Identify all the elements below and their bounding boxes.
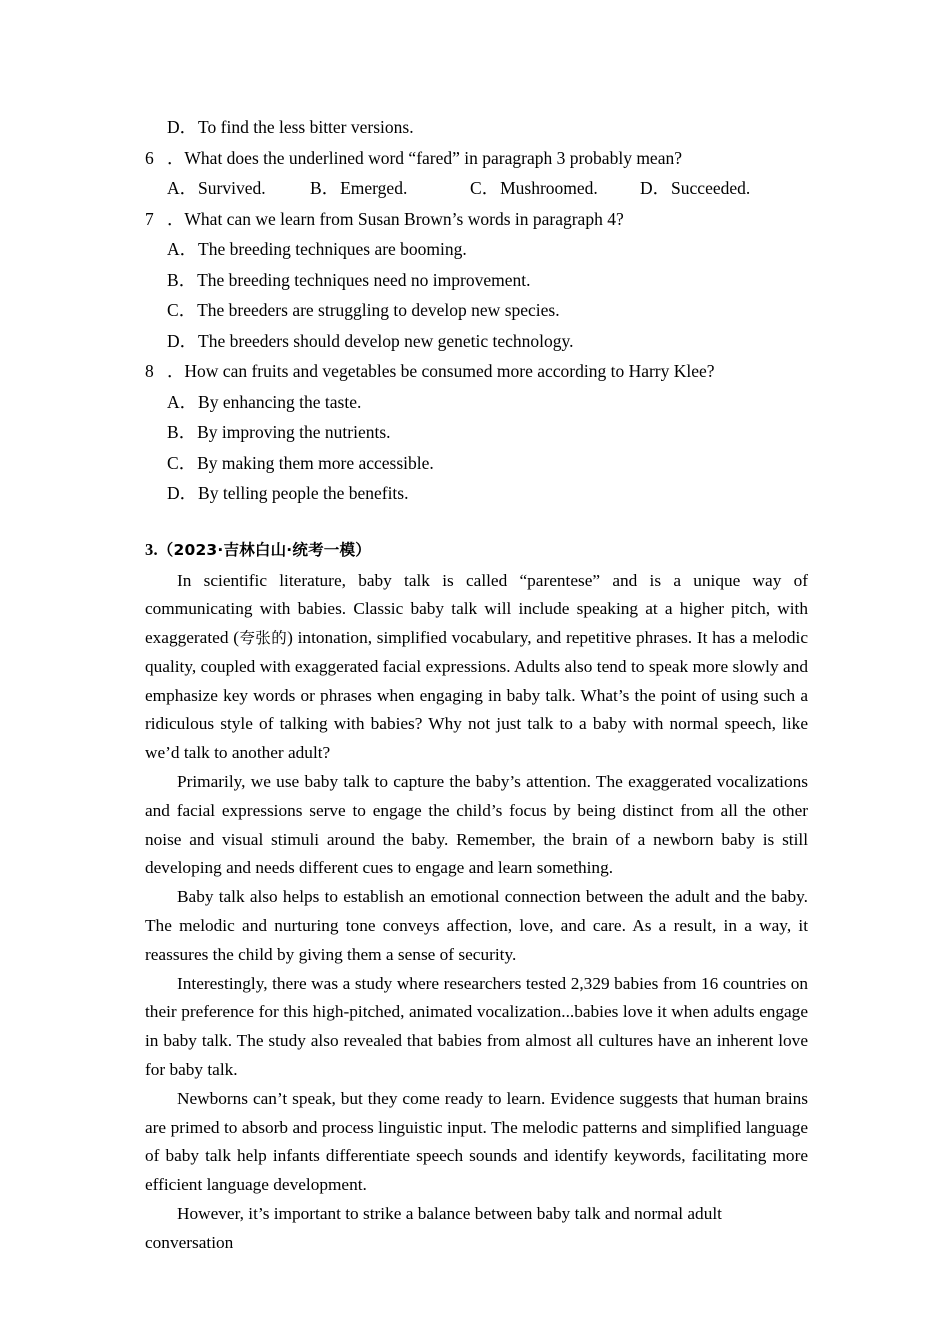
option-separator: ． — [179, 178, 196, 198]
option-text: The breeding techniques are booming. — [198, 239, 467, 259]
option-6-a — [167, 173, 310, 204]
question-prompt-7 — [145, 204, 808, 235]
option-text: By making them more accessible. — [197, 452, 434, 473]
question-number-6: 6 — [145, 147, 154, 168]
question-separator: ． — [167, 361, 183, 381]
option-text: Survived. — [198, 178, 266, 198]
option-separator: ． — [321, 178, 338, 198]
option-separator: ． — [178, 452, 195, 473]
section-number: 3. — [145, 539, 158, 559]
option-row-6 — [145, 173, 808, 204]
option-text: Succeeded. — [671, 178, 751, 198]
option-separator: ． — [652, 178, 669, 198]
question-prompt-8 — [145, 356, 808, 387]
question-prompt-6 — [145, 143, 808, 174]
question-text-6: What does the underlined word “fared” in paragraph 3 probably mean? — [184, 147, 682, 168]
page-content — [145, 112, 808, 1258]
passage-paragraph-5: Newborns can’t speak, but they come ready to learn. Evidence suggests that human brains are primed to absorb and process linguistic input. The melodic patterns and simplified language of baby talk help infants differentiate speech sounds and identify keywords, facilitating more efficient language development. — [145, 1088, 808, 1195]
option-8-d — [145, 478, 808, 509]
option-6-d — [640, 173, 750, 204]
option-letter: A — [167, 391, 180, 412]
option-7-c — [145, 295, 808, 326]
option-letter: D — [167, 483, 180, 503]
option-8-a — [145, 387, 808, 418]
option-6-b — [310, 173, 470, 204]
section-source: （2023·吉林白山·统考一模） — [157, 540, 371, 559]
option-separator: ． — [179, 483, 196, 503]
option-letter: A — [167, 239, 180, 259]
option-letter: A — [167, 178, 180, 198]
question-separator: ． — [167, 208, 183, 229]
option-text: By improving the nutrients. — [197, 422, 391, 442]
passage-paragraph-6: However, it’s important to strike a balance between baby talk and normal adult conversation — [145, 1204, 722, 1252]
question-separator: ． — [167, 147, 183, 168]
option-separator: ． — [179, 117, 196, 137]
option-letter: B — [167, 269, 179, 290]
option-separator: ． — [179, 239, 196, 259]
option-text: Emerged. — [340, 178, 408, 198]
option-letter: C — [470, 178, 482, 198]
option-letter: D — [640, 178, 653, 198]
passage-paragraph-4: Interestingly, there was a study where researchers tested 2,329 babies from 16 countries on their preference for this high-pitched, animated vocalization...babies love it when adults engage in baby talk. The study also revealed that babies from almost all cultures have an inherent love for baby talk. — [145, 973, 808, 1080]
option-7-d — [145, 326, 808, 357]
option-letter: D — [167, 117, 180, 137]
passage-paragraph-1 — [145, 567, 808, 769]
option-separator: ． — [178, 269, 195, 290]
question-text-8: How can fruits and vegetables be consumed more according to Harry Klee? — [184, 361, 715, 381]
question-number-7: 7 — [145, 208, 154, 229]
option-text: The breeders should develop new genetic technology. — [198, 330, 574, 351]
option-letter: C — [167, 452, 179, 473]
option-6-c — [470, 173, 640, 204]
passage-paragraph-3: Baby talk also helps to establish an emotional connection between the adult and the baby. The melodic and nurturing tone conveys affection, love, and care. As a result, in a way, it reassures the child by giving them a sense of security. — [145, 887, 808, 964]
option-7-b — [145, 265, 808, 296]
option-separator: ． — [179, 391, 196, 412]
option-letter: B — [167, 422, 179, 442]
option-8-b — [145, 417, 808, 448]
question-text-7: What can we learn from Susan Brown’s words in paragraph 4? — [184, 208, 624, 229]
option-text: The breeders are struggling to develop new species. — [197, 300, 560, 320]
option-letter: C — [167, 300, 179, 320]
option-text: To find the less bitter versions. — [198, 117, 414, 137]
option-text: Mushroomed. — [500, 178, 598, 198]
question-number-8: 8 — [145, 361, 154, 381]
option-separator: ． — [179, 330, 196, 351]
option-letter: B — [310, 178, 322, 198]
section-heading — [145, 535, 808, 565]
option-text: By enhancing the taste. — [198, 391, 362, 412]
option-text: By telling people the benefits. — [198, 483, 409, 503]
paragraph-text-part-b: ) intonation, simplified vocabulary, and repetitive phrases. It has a melodic quality, coupled with exaggerated facial expressions. Adults also tend to speak more slowly and emphasize key words or phrases when engaging in baby talk. What’s the point of using such a ridiculous style of talking with babies? Why not just talk to a baby with normal speech, like we’d talk to another adult? — [145, 628, 808, 763]
passage-paragraph-2: Primarily, we use baby talk to capture the baby’s attention. The exaggerated vocalizations and facial expressions serve to engage the child’s focus by being distinct from all the other noise and visual stimuli around the baby. Remember, the brain of a newborn baby is still developing and needs different cues to engage and learn something. — [145, 772, 808, 878]
option-letter: D — [167, 330, 180, 351]
option-separator: ． — [178, 422, 195, 442]
option-text: The breeding techniques need no improvement. — [197, 269, 531, 290]
option-separator: ． — [178, 300, 195, 320]
chinese-gloss: 夸张的 — [238, 629, 288, 648]
option-separator: ． — [481, 178, 498, 198]
paragraph-text-part-a: In scientific literature, baby talk is called “parentese” and is a unique way of communicating with babies. Classic baby talk will include speaking at a higher pitch, with exaggerated ( — [145, 570, 808, 648]
option-8-c — [145, 448, 808, 479]
option-7-a — [145, 234, 808, 265]
option-line — [145, 112, 808, 143]
